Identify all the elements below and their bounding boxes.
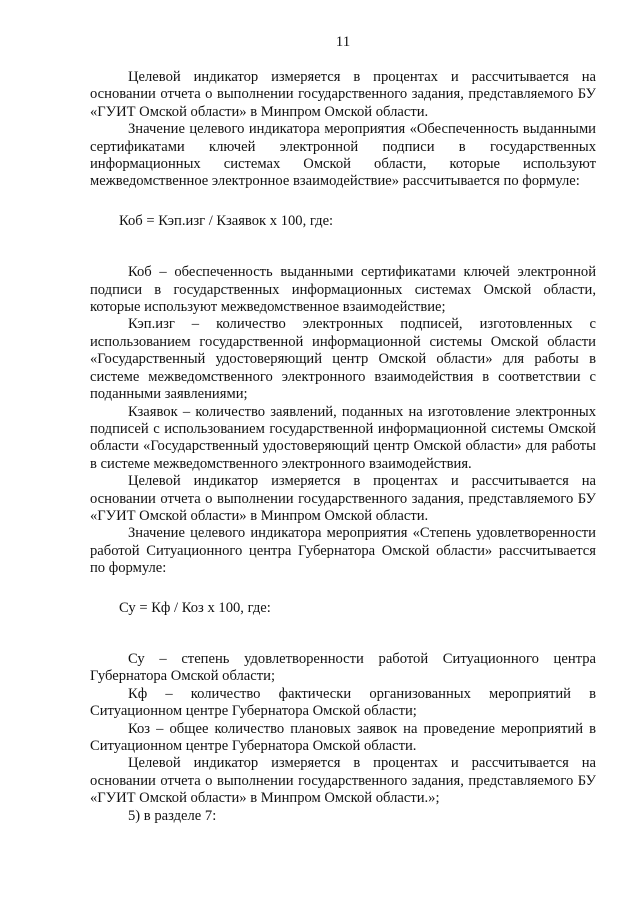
paragraph-esign-indicator-intro: Значение целевого индикатора мероприятия «Обеспеченность выданными сертификатами ключей электронной подписи в государственных информационных системах Омской области, которые используют межведомственное электронное взаимодействие» рассчитывается по формуле: bbox=[90, 121, 596, 190]
formula-su: Су = Кф / Коз х 100, где: bbox=[119, 599, 271, 616]
definition-kf: Кф – количество фактически организованных мероприятий в Ситуационном центре Губернатора Омской области; bbox=[90, 685, 596, 720]
definition-kob: Коб – обеспеченность выданными сертификатами ключей электронной подписи в государственных информационных системах Омской области, которые используют межведомственное взаимодействие; bbox=[90, 264, 596, 316]
paragraph-indicator-note-2: Целевой индикатор измеряется в процентах и рассчитывается на основании отчета о выполнении государственного задания, представляемого БУ «ГУИТ Омской области» в Минпром Омской области. bbox=[90, 473, 596, 524]
definition-su: Су – степень удовлетворенности работой Ситуационного центра Губернатора Омской области; bbox=[90, 650, 596, 685]
paragraph-section-7: 5) в разделе 7: bbox=[128, 807, 217, 824]
formula-kob: Коб = Кэп.изг / Кзаявок х 100, где: bbox=[119, 212, 334, 229]
definition-kep-izg: Кэп.изг – количество электронных подписей, изготовленных с использованием государственной информационной системы Омской области «Государственный удостоверяющий центр Омской области» для работы в системе межведомственного электронного взаимодействия в соответствии с поданными заявлениями; bbox=[90, 316, 596, 403]
paragraph-indicator-note-1: Целевой индикатор измеряется в процентах и рассчитывается на основании отчета о выполнении государственного задания, представляемого БУ «ГУИТ Омской области» в Минпром Омской области. bbox=[90, 69, 596, 120]
page-number: 11 bbox=[335, 34, 351, 50]
definition-koz: Коз – общее количество плановых заявок на проведение мероприятий в Ситуационном центре Губернатора Омской области. bbox=[90, 720, 596, 754]
paragraph-indicator-note-3: Целевой индикатор измеряется в процентах и рассчитывается на основании отчета о выполнении государственного задания, представляемого БУ «ГУИТ Омской области» в Минпром Омской области.»; bbox=[90, 755, 596, 807]
definition-kzayavok: Кзаявок – количество заявлений, поданных на изготовление электронных подписей с использованием государственной информационной системы Омской области «Государственный удостоверяющий центр Омской области» для работы в системе межведомственного электронного взаимодействия. bbox=[90, 403, 596, 472]
paragraph-situation-center-intro: Значение целевого индикатора мероприятия «Степень удовлетворенности работой Ситуационного центра Губернатора Омской области» рассчитывается по формуле: bbox=[90, 525, 596, 577]
